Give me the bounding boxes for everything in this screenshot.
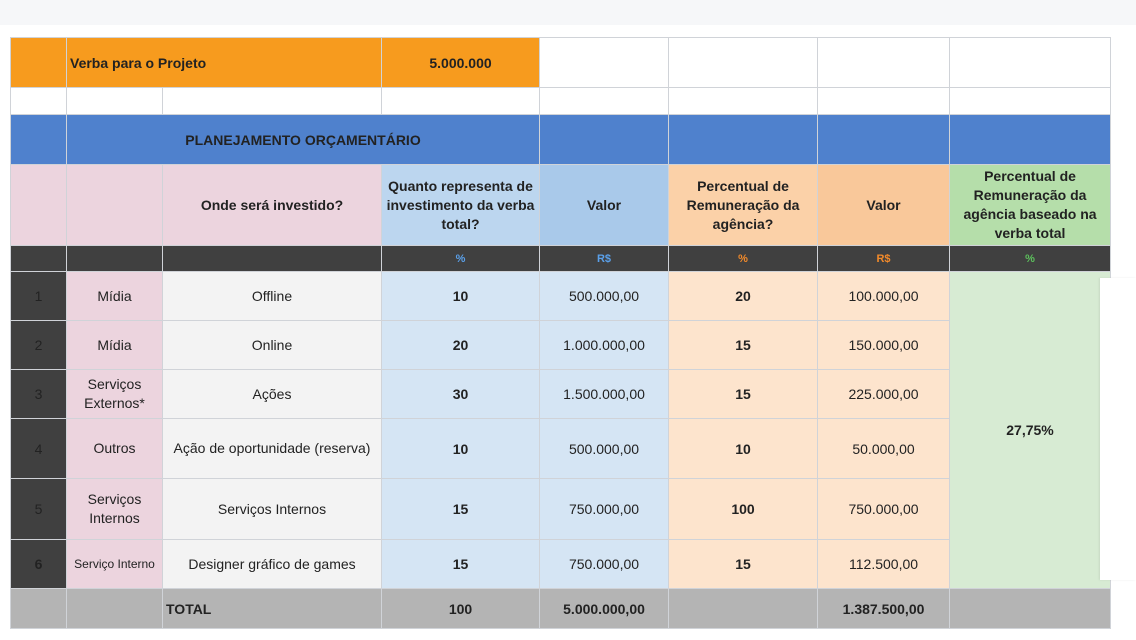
- value-cell[interactable]: 1.500.000,00: [540, 370, 669, 419]
- value-cell[interactable]: 500.000,00: [540, 419, 669, 479]
- unit-agency-pct[interactable]: %: [669, 246, 818, 272]
- row-number[interactable]: 5: [11, 479, 67, 540]
- header-where[interactable]: Onde será investido?: [163, 165, 382, 246]
- item-cell[interactable]: Ações: [163, 370, 382, 419]
- budget-amount[interactable]: 5.000.000: [382, 38, 540, 88]
- agency-value-cell[interactable]: 150.000,00: [818, 321, 950, 370]
- value-cell[interactable]: 1.000.000,00: [540, 321, 669, 370]
- cell[interactable]: [11, 115, 67, 165]
- cell[interactable]: [950, 589, 1111, 629]
- agency-value-cell[interactable]: 225.000,00: [818, 370, 950, 419]
- empty-row: [11, 88, 1111, 115]
- cell[interactable]: [950, 38, 1111, 88]
- budget-label[interactable]: Verba para o Projeto: [67, 38, 382, 88]
- cell[interactable]: [163, 246, 382, 272]
- agency-pct-cell[interactable]: 100: [669, 479, 818, 540]
- units-row: [11, 246, 1111, 272]
- top-bar: [0, 0, 1136, 25]
- unit-share[interactable]: %: [382, 246, 540, 272]
- category-cell[interactable]: Mídia: [67, 321, 163, 370]
- table-row: [11, 540, 1111, 589]
- row-number[interactable]: 2: [11, 321, 67, 370]
- agency-pct-cell[interactable]: 15: [669, 370, 818, 419]
- cell[interactable]: [540, 88, 669, 115]
- item-cell[interactable]: Ação de oportunidade (reserva): [163, 419, 382, 479]
- cell[interactable]: [11, 589, 67, 629]
- cell[interactable]: [540, 115, 669, 165]
- item-cell[interactable]: Offline: [163, 272, 382, 321]
- cell[interactable]: [67, 246, 163, 272]
- category-cell[interactable]: Serviços Externos*: [67, 370, 163, 419]
- header-agency-pct-total[interactable]: Percentual de Remuneração da agência baseado na verba total: [950, 165, 1111, 246]
- table-row: [11, 321, 1111, 370]
- value-cell[interactable]: 750.000,00: [540, 479, 669, 540]
- cell[interactable]: [818, 88, 950, 115]
- share-cell[interactable]: 15: [382, 479, 540, 540]
- budget-spreadsheet: [10, 37, 1111, 629]
- cell[interactable]: [818, 38, 950, 88]
- budget-row: [11, 38, 1111, 88]
- category-cell[interactable]: Serviços Internos: [67, 479, 163, 540]
- section-title-row: [11, 115, 1111, 165]
- row-number[interactable]: 4: [11, 419, 67, 479]
- section-title[interactable]: PLANEJAMENTO ORÇAMENTÁRIO: [67, 115, 540, 165]
- cell[interactable]: [67, 88, 163, 115]
- category-cell[interactable]: Outros: [67, 419, 163, 479]
- cell[interactable]: [11, 246, 67, 272]
- row-number[interactable]: 1: [11, 272, 67, 321]
- cell[interactable]: [540, 38, 669, 88]
- cell[interactable]: [950, 88, 1111, 115]
- item-cell[interactable]: Online: [163, 321, 382, 370]
- item-cell[interactable]: Serviços Internos: [163, 479, 382, 540]
- agency-pct-cell[interactable]: 20: [669, 272, 818, 321]
- header-share[interactable]: Quanto representa de investimento da verba total?: [382, 165, 540, 246]
- item-cell[interactable]: Designer gráfico de games: [163, 540, 382, 589]
- share-cell[interactable]: 10: [382, 272, 540, 321]
- cell[interactable]: [669, 589, 818, 629]
- total-agency-value[interactable]: 1.387.500,00: [818, 589, 950, 629]
- table-row: [11, 479, 1111, 540]
- share-cell[interactable]: 10: [382, 419, 540, 479]
- column-header-row: [11, 165, 1111, 246]
- cell[interactable]: [11, 88, 67, 115]
- cell[interactable]: [11, 38, 67, 88]
- total-value[interactable]: 5.000.000,00: [540, 589, 669, 629]
- category-cell[interactable]: Mídia: [67, 272, 163, 321]
- agency-value-cell[interactable]: 100.000,00: [818, 272, 950, 321]
- unit-agency-pct-total[interactable]: %: [950, 246, 1111, 272]
- share-cell[interactable]: 30: [382, 370, 540, 419]
- value-cell[interactable]: 750.000,00: [540, 540, 669, 589]
- cell[interactable]: [67, 165, 163, 246]
- total-share[interactable]: 100: [382, 589, 540, 629]
- cell[interactable]: [382, 88, 540, 115]
- agency-pct-cell[interactable]: 15: [669, 540, 818, 589]
- cell[interactable]: [669, 115, 818, 165]
- unit-value[interactable]: R$: [540, 246, 669, 272]
- total-row: [11, 589, 1111, 629]
- table-row: [11, 370, 1111, 419]
- cell[interactable]: [669, 38, 818, 88]
- header-agency-value[interactable]: Valor: [818, 165, 950, 246]
- share-cell[interactable]: 15: [382, 540, 540, 589]
- cell[interactable]: [67, 589, 163, 629]
- agency-value-cell[interactable]: 112.500,00: [818, 540, 950, 589]
- unit-agency-value[interactable]: R$: [818, 246, 950, 272]
- side-panel-edge: [1100, 278, 1136, 580]
- table-row: [11, 419, 1111, 479]
- agency-value-cell[interactable]: 750.000,00: [818, 479, 950, 540]
- cell[interactable]: [818, 115, 950, 165]
- cell[interactable]: [11, 165, 67, 246]
- cell[interactable]: [669, 88, 818, 115]
- row-number[interactable]: 3: [11, 370, 67, 419]
- agency-pct-cell[interactable]: 10: [669, 419, 818, 479]
- agency-value-cell[interactable]: 50.000,00: [818, 419, 950, 479]
- share-cell[interactable]: 20: [382, 321, 540, 370]
- header-value[interactable]: Valor: [540, 165, 669, 246]
- total-label[interactable]: TOTAL: [163, 589, 382, 629]
- row-number[interactable]: 6: [11, 540, 67, 589]
- agency-pct-total-cell[interactable]: 27,75%: [950, 272, 1111, 589]
- table-row: [11, 272, 1111, 321]
- cell[interactable]: [163, 88, 382, 115]
- value-cell[interactable]: 500.000,00: [540, 272, 669, 321]
- header-agency-pct[interactable]: Percentual de Remuneração da agência?: [669, 165, 818, 246]
- agency-pct-cell[interactable]: 15: [669, 321, 818, 370]
- category-cell[interactable]: Serviço Interno: [67, 540, 163, 589]
- cell[interactable]: [950, 115, 1111, 165]
